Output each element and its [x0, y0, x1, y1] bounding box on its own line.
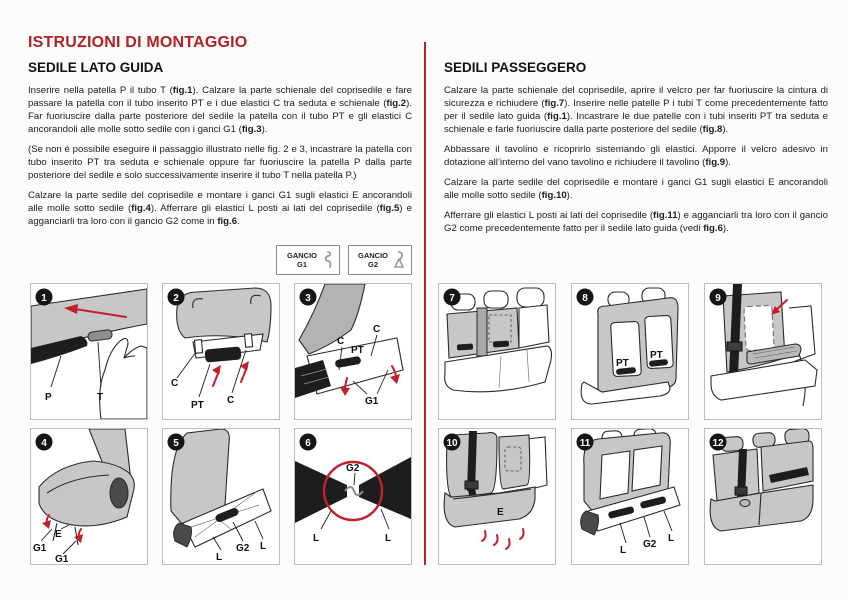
- figure-panel-9: [704, 283, 822, 420]
- seat-illustration: [705, 429, 821, 564]
- figure-number: 10: [446, 437, 458, 449]
- figure-label: C: [171, 378, 179, 389]
- figure-label: P: [45, 392, 52, 403]
- seat-illustration: [295, 429, 411, 564]
- gancio-label: GANCIO: [287, 251, 317, 260]
- figure-label: L: [385, 533, 392, 544]
- seat-illustration: [705, 284, 821, 419]
- figure-label: L: [313, 533, 320, 544]
- page-title: ISTRUZIONI DI MONTAGGIO: [28, 34, 248, 51]
- figure-number: 7: [449, 292, 455, 304]
- figure-panel-6: [294, 428, 412, 565]
- figure-panel-7: [438, 283, 556, 420]
- figure-label: T: [97, 392, 104, 403]
- paragraph: Calzare la parte sedile del coprisedile e montare i ganci G1 sugli elastici E ancorandoli alle molle sotto sedile (fig.10).: [444, 177, 828, 201]
- figure-label: L: [668, 533, 675, 544]
- section-heading-driver: SEDILE LATO GUIDA: [28, 60, 164, 75]
- arrow-up-icon: [212, 365, 221, 375]
- s-hook-icon: [322, 250, 334, 270]
- figure-number: 5: [173, 437, 179, 449]
- figure-label: G1: [365, 396, 379, 407]
- figure-number: 3: [305, 292, 311, 304]
- gancio-code: G2: [367, 260, 378, 269]
- clip-hook-icon: [392, 250, 406, 270]
- figure-number: 6: [305, 437, 311, 449]
- gancio-g2-box: [348, 245, 412, 275]
- figure-panel-4: [30, 428, 148, 565]
- figure-number: 1: [41, 292, 47, 304]
- passenger-seat-section: [444, 60, 828, 242]
- figure-label: L: [620, 545, 627, 556]
- seat-illustration: [31, 429, 147, 564]
- seat-illustration: [439, 284, 555, 419]
- paragraph: Afferrare gli elastici L posti ai lati del coprisedile (fig.11) e agganciarli tra loro con il gancio G2 come precedentemente fatto per il sedile lato guida (vedi fig.6).: [444, 210, 828, 234]
- seat-illustration: [295, 284, 411, 419]
- figure-label: G2: [643, 539, 657, 550]
- figure-panel-2: [162, 283, 280, 420]
- figure-panel-5: [162, 428, 280, 565]
- figure-label: L: [260, 541, 267, 552]
- figure-panel-1: [30, 283, 148, 420]
- paragraph: (Se non è possibile eseguire il passaggio illustrato nelle fig. 2 e 3, incastrare la patella con tubo inserito PT tra seduta e schienale oppure far fuoriuscire la patella P dalla parte posteriore del sedile e solo successivamente inserire il tubo T nella patella P.): [28, 144, 412, 181]
- figure-number: 12: [712, 437, 724, 449]
- figure-label: C: [337, 336, 345, 347]
- figure-label: E: [497, 507, 504, 518]
- figure-number: 4: [41, 437, 47, 449]
- hook-legend: [28, 245, 412, 275]
- figure-number: 11: [579, 437, 591, 449]
- figure-panel-8: [571, 283, 689, 420]
- paragraph: Calzare la parte schienale del coprisedile, aprire il velcro per far fuoriuscire la cintura di sicurezza e richiudere (fig.7). Inserire nelle patelle P i tubi T come precedentemente fatto per il sedile lato guida (fig.1). Incastrare le due patelle con i tubi inseriti PT tra seduta e schienale e farle fuoriuscire dalla parte posteriore del sedile (fig.8).: [444, 85, 828, 135]
- seat-illustration: [572, 429, 688, 564]
- paragraph: Abbassare il tavolino e ricoprirlo sistemando gli elastici. Apporre il velcro adesivo in dotazione all’interno del vano tavolino e richiudere il tavolino (fig.9).: [444, 144, 828, 168]
- seat-illustration: [163, 429, 279, 564]
- figure-number: 8: [582, 292, 588, 304]
- arrow-down-icon: [340, 387, 350, 396]
- column-divider: [424, 42, 426, 565]
- figure-label: E: [55, 529, 62, 540]
- figure-panel-12: [704, 428, 822, 565]
- gancio-label: GANCIO: [358, 251, 388, 260]
- figure-panel-10: [438, 428, 556, 565]
- seat-illustration: [163, 284, 279, 419]
- figure-label: PT: [616, 358, 629, 369]
- figure-label: PT: [191, 400, 204, 411]
- driver-seat-section: [28, 60, 412, 235]
- seat-illustration: [572, 284, 688, 419]
- figure-label: G2: [236, 543, 250, 554]
- figure-label: L: [216, 552, 223, 563]
- paragraph: Inserire nella patella P il tubo T (fig.1). Calzare la parte schienale del coprisedile e fare passare la patella con il tubo inserito PT e i due elastici C tra seduta e schienale (fig.2). Far fuoriuscire dalla parte posteriore del sedile la patella con il tubo PT e gli elastici C ancorandoli alle molle sotto sedile con i ganci G1 (fig.3).: [28, 85, 412, 135]
- figure-number: 9: [715, 292, 721, 304]
- figure-panel-3: [294, 283, 412, 420]
- gancio-code: G1: [296, 260, 307, 269]
- seat-illustration: [439, 429, 555, 564]
- seat-illustration: [31, 284, 147, 419]
- figure-label: C: [373, 324, 381, 335]
- figure-panel-11: [571, 428, 689, 565]
- figure-label: G2: [346, 463, 360, 474]
- gancio-g1-box: [276, 245, 340, 275]
- figure-number: 2: [173, 292, 179, 304]
- arrow-down-icon: [390, 374, 400, 384]
- figure-label: PT: [351, 345, 364, 356]
- figure-label: G1: [55, 554, 69, 564]
- paragraph: Calzare la parte sedile del coprisedile e montare i ganci G1 sugli elastici E ancorandoli alle molle sotto sedile (fig.4). Afferrare gli elastici L posti ai lati del coprisedile (fig.5) e agganciarli tra loro con il gancio G2 come in fig.6.: [28, 190, 412, 227]
- arrow-up-icon: [240, 361, 249, 371]
- figure-label: C: [227, 395, 235, 406]
- section-heading-passenger: SEDILI PASSEGGERO: [444, 60, 587, 75]
- figure-label: PT: [650, 350, 663, 361]
- figure-label: G1: [33, 543, 47, 554]
